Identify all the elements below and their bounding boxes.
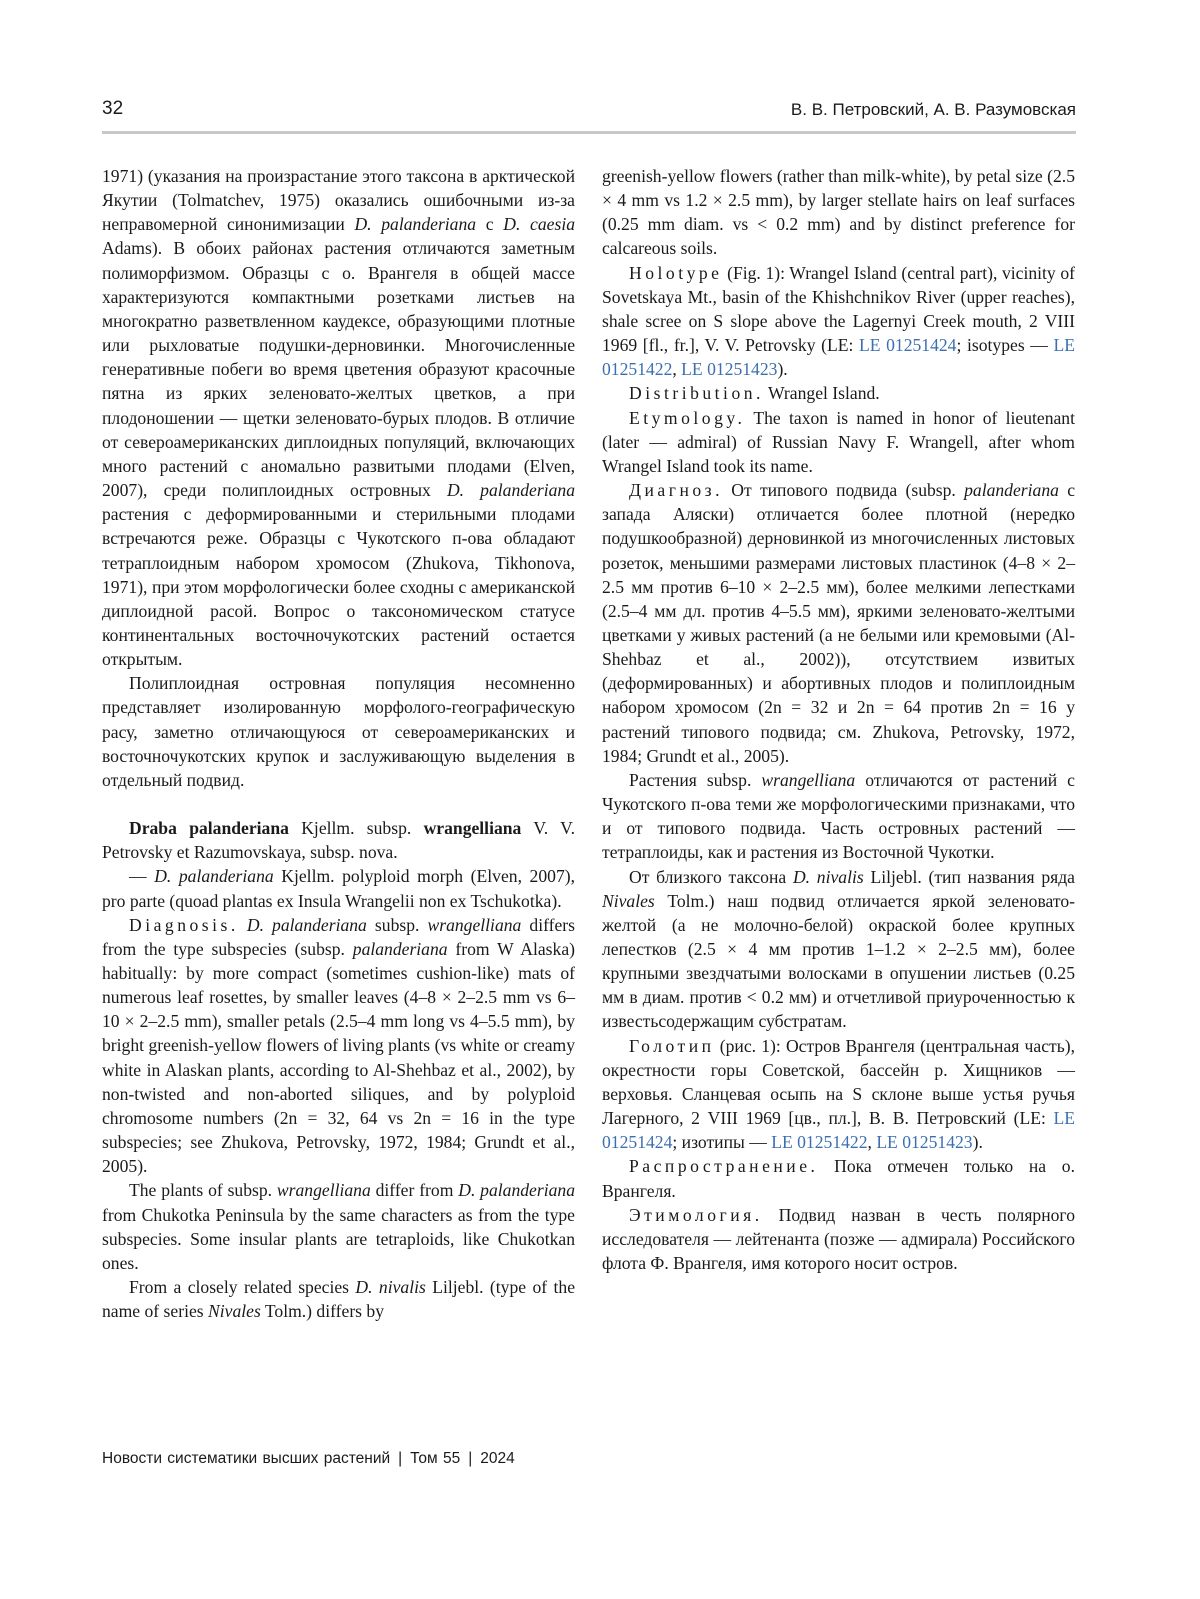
running-header [102, 98, 1076, 124]
running-authors: В. В. Петровский, А. В. Разумовская [790, 100, 1076, 119]
specimen-link[interactable]: LE 01251424 [858, 335, 957, 356]
diagnosis-en: Diagnosis. D. palanderiana subsp. wrangelliana differs from the type subspecies (subsp. palanderiana from W Alaska) habitually: by more compact (sometimes cushion-like) mats of numerous leaf rosettes, by smaller leaves (4–8 × 2–2.5 mm vs 6–10 × 2–2.5 mm), smaller petals (2.5–4 mm long vs 4–5.5 mm), by bright greenish-yellow flowers of living plants (vs white or creamy white in Alaskan plants, according to Al-Shehbaz et al., 2002), by non-twisted and non-aborted siliques, and by polyploid chromosome numbers (2n = 32, 64 vs 2n = 16 in the type subspecies; see Zhukova, Petrovsky, 1972, 1984; Grundt et al., 2005). [102, 914, 576, 1177]
page-number: 32 [102, 98, 124, 119]
journal-year: 2024 [480, 1450, 515, 1467]
right-column [602, 164, 1075, 1275]
paragraph: Полиплоидная островная популяция несомненно представляет изолированную морфолого-географическую расу, заметно отличающуюся от североамериканских и восточночукотских крупок и заслуживающую выделения в отдельный подвид. [102, 673, 575, 790]
paragraph: The plants of subsp. wrangelliana differ from D. palanderiana from Chukotka Peninsula by the same characters as from the type subspecies. Some insular plants are tetraploids, like Chukotkan ones. [102, 1180, 575, 1273]
journal-volume: Том 55 [410, 1450, 461, 1467]
header-rule [102, 131, 1076, 134]
left-column [102, 164, 575, 1323]
holotype-en: Holotype (Fig. 1): Wrangel Island (central part), vicinity of Sovetskaya Mt., basin of the Khishchnikov River (upper reaches), shale scree on S slope above the Lagernyi Creek mouth, 2 VIII 1969 [fl., fr.], V. V. Petrovsky (LE: LE 01251424; isotypes — LE 01251422, LE 01251423). [602, 262, 1075, 380]
paragraph: От близкого таксона D. nivalis Liljebl. (тип названия ряда Nivales Tolm.) наш подвид отличается яркой зеленовато-желтой (а не молочно-белой) окраской более крупных лепестков (2.5 × 4 мм против 1–1.2 × 2–2.5 мм), более крупными звездчатыми волосками в опушении листьев (0.25 мм в диам. против < 0.2 мм) и отчетливой приуроченностью к известьсодержащим субстратам. [602, 866, 1075, 1032]
synonym: — D. palanderiana Kjellm. polyploid morph (Elven, 2007), pro parte (quoad plantas ex Insula Wrangelii non ex Tschukotka). [102, 866, 575, 911]
footer-separator: | [468, 1450, 473, 1467]
specimen-link[interactable]: LE 01251424 [602, 1108, 1075, 1153]
diagnosis-ru: Диагноз. От типового подвида (subsp. palanderiana с запада Аляски) отличается более плотной (нередко подушкообразной) дерновинкой из многочисленных листовых розеток, меньшими размерами листовых пластинок (4–8 × 2–2.5 мм против 6–10 × 2–2.5 мм), более мелкими лепестками (2.5–4 мм дл. против 4–5.5 мм), яркими зеленовато-желтыми цветками у живых растений (а не белыми или кремовыми (Al-Shehbaz et al., 2002)), отсутствием извитых (деформированных) и абортивных плодов и полиплоидным набором хромосом (2n = 32 и 2n = 64 против 2n = 16 у растений типового подвида; см. Zhukova, Petrovsky, 1972, 1984; Grundt et al., 2005). [602, 480, 1075, 766]
specimen-link[interactable]: LE 01251422 [771, 1132, 868, 1153]
holotype-ru: Голотип (рис. 1): Остров Врангеля (центральная часть), окрестности горы Советской, бассейн р. Хищников — верховья. Сланцевая осыпь на S склоне выше устья ручья Лагерного, 2 VIII 1969 [цв., пл.], В. В. Петровский (LE: LE 01251424; изотипы — LE 01251422, LE 01251423). [602, 1035, 1075, 1153]
specimen-link[interactable]: LE 01251422 [602, 335, 1075, 380]
paragraph: 1971) (указания на произрастание этого таксона в арктической Якутии (Tolmatchev, 1975) оказались ошибочными из-за неправомерной синонимизации D. palanderiana с D. caesia Adams). В обоих районах растения отличаются заметным полиморфизмом. Образцы с о. Врангеля в общей массе характеризуются компактными розетками листьев на многократно разветвленном каудексе, образующими плотные или рыхловатые подушки-дерновинки. Многочисленные генеративные побеги во время цветения образуют красочные пятна из ярких зеленовато-желтых цветков, а при плодоношении — щетки зеленовато-бурых плодов. В отличие от североамериканских диплоидных популяций, включающих много растений с аномально развитыми плодами (Elven, 2007), среди полиплоидных островных D. palanderiana растения с деформированными и стерильными плодами встречаются реже. Образцы с Чукотского п-ова обладают тетраплоидным набором хромосом (Zhukova, Tikhonova, 1971), при этом морфологически более сходны с американской диплоидной расой. Вопрос о таксономическом статусе континентальных восточночукотских растений остается открытым. [102, 166, 576, 670]
etymology-en: Etymology. The taxon is named in honor of lieutenant (later — admiral) of Russian Navy F. Wrangell, after whom Wrangel Island took its name. [602, 407, 1075, 476]
running-footer [102, 1450, 515, 1468]
specimen-link[interactable]: LE 01251423 [681, 359, 778, 380]
footer-separator: | [398, 1450, 403, 1467]
paragraph: Растения subsp. wrangelliana отличаются от растений с Чукотского п-ова теми же морфологическими признаками, что и от типового подвида. Часть островных растений — тетраплоиды, как и растения из Восточной Чукотки. [602, 769, 1075, 863]
taxon-heading: Draba palanderiana Kjellm. subsp. wrangelliana V. V. Petrovsky et Razumovskaya, subsp. nova. [102, 818, 575, 863]
etymology-ru: Этимология. Подвид назван в честь полярного исследователя — лейтенанта (позже — адмирала) Российского флота Ф. Врангеля, имя которого носит остров. [602, 1204, 1075, 1274]
distribution-en: Distribution. Wrangel Island. [629, 383, 880, 404]
specimen-link[interactable]: LE 01251423 [876, 1132, 973, 1153]
paragraph: From a closely related species D. nivalis Liljebl. (type of the name of series Nivales Tolm.) differs by [102, 1277, 575, 1322]
journal-title: Новости систематики высших растений [102, 1450, 391, 1467]
distribution-ru: Распространение. Пока отмечен только на о. Врангеля. [602, 1156, 1075, 1201]
paragraph: greenish-yellow flowers (rather than milk-white), by petal size (2.5 × 4 mm vs 1.2 × 2.5 mm), by larger stellate hairs on leaf surfaces (0.25 mm diam. vs < 0.2 mm) and by distinct preference for calcareous soils. [602, 166, 1075, 259]
